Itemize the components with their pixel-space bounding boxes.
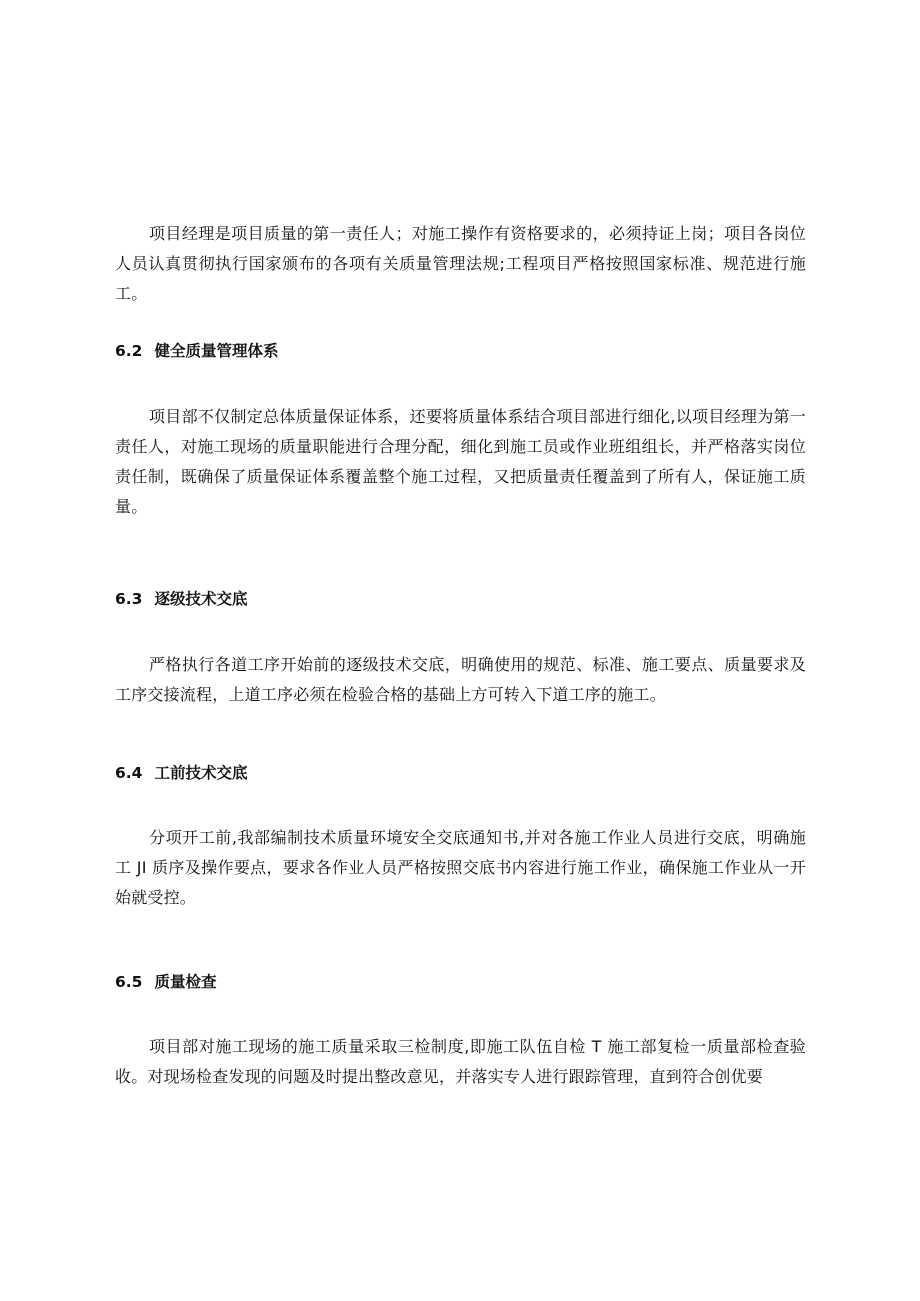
section-6-2-paragraph: 项目部不仅制定总体质量保证体系，还要将质量体系结合项目部进行细化,以项目经理为第一责任人，对施工现场的质量职能进行合理分配，细化到施工员或作业班组组长，并严格落实岗位责任制，既确保了质量保证体系覆盖整个施工过程，又把质量责任覆盖到了所有人，保证施工质量。 (115, 407, 806, 516)
section-number: 6.5 (115, 973, 143, 991)
section-title: 逐级技术交底 (154, 590, 248, 608)
section-6-4-heading (115, 762, 806, 784)
section-6-3-paragraph: 严格执行各道工序开始前的逐级技术交底，明确使用的规范、标准、施工要点、质量要求及工序交接流程，上道工序必须在检验合格的基础上方可转入下道工序的施工。 (115, 655, 806, 704)
section-title: 质量检查 (154, 973, 217, 991)
intro-paragraph: 项目经理是项目质量的第一责任人；对施工操作有资格要求的，必须持证上岗；项目各岗位人员认真贯彻执行国家颁布的各项有关质量管理法规;工程项目严格按照国家标准、规范进行施工。 (115, 224, 806, 303)
section-title: 健全质量管理体系 (154, 342, 279, 360)
document-page (115, 0, 806, 1301)
section-title: 工前技术交底 (154, 764, 248, 782)
section-number: 6.3 (115, 590, 143, 608)
section-number: 6.2 (115, 342, 143, 360)
section-6-3-heading (115, 588, 806, 610)
section-6-4-paragraph: 分项开工前,我部编制技术质量环境安全交底通知书,并对各施工作业人员进行交底，明确施工 JI 质序及操作要点，要求各作业人员严格按照交底书内容进行施工作业，确保施工作业从一开始就受控。 (115, 828, 806, 907)
section-6-5-heading (115, 971, 806, 993)
section-number: 6.4 (115, 764, 143, 782)
section-6-5-paragraph: 项目部对施工现场的施工质量采取三检制度,即施工队伍自检 T 施工部复检一质量部检查验收。对现场检查发现的问题及时提出整改意见，并落实专人进行跟踪管理，直到符合创优要 (115, 1037, 806, 1086)
section-6-2-heading (115, 340, 806, 362)
